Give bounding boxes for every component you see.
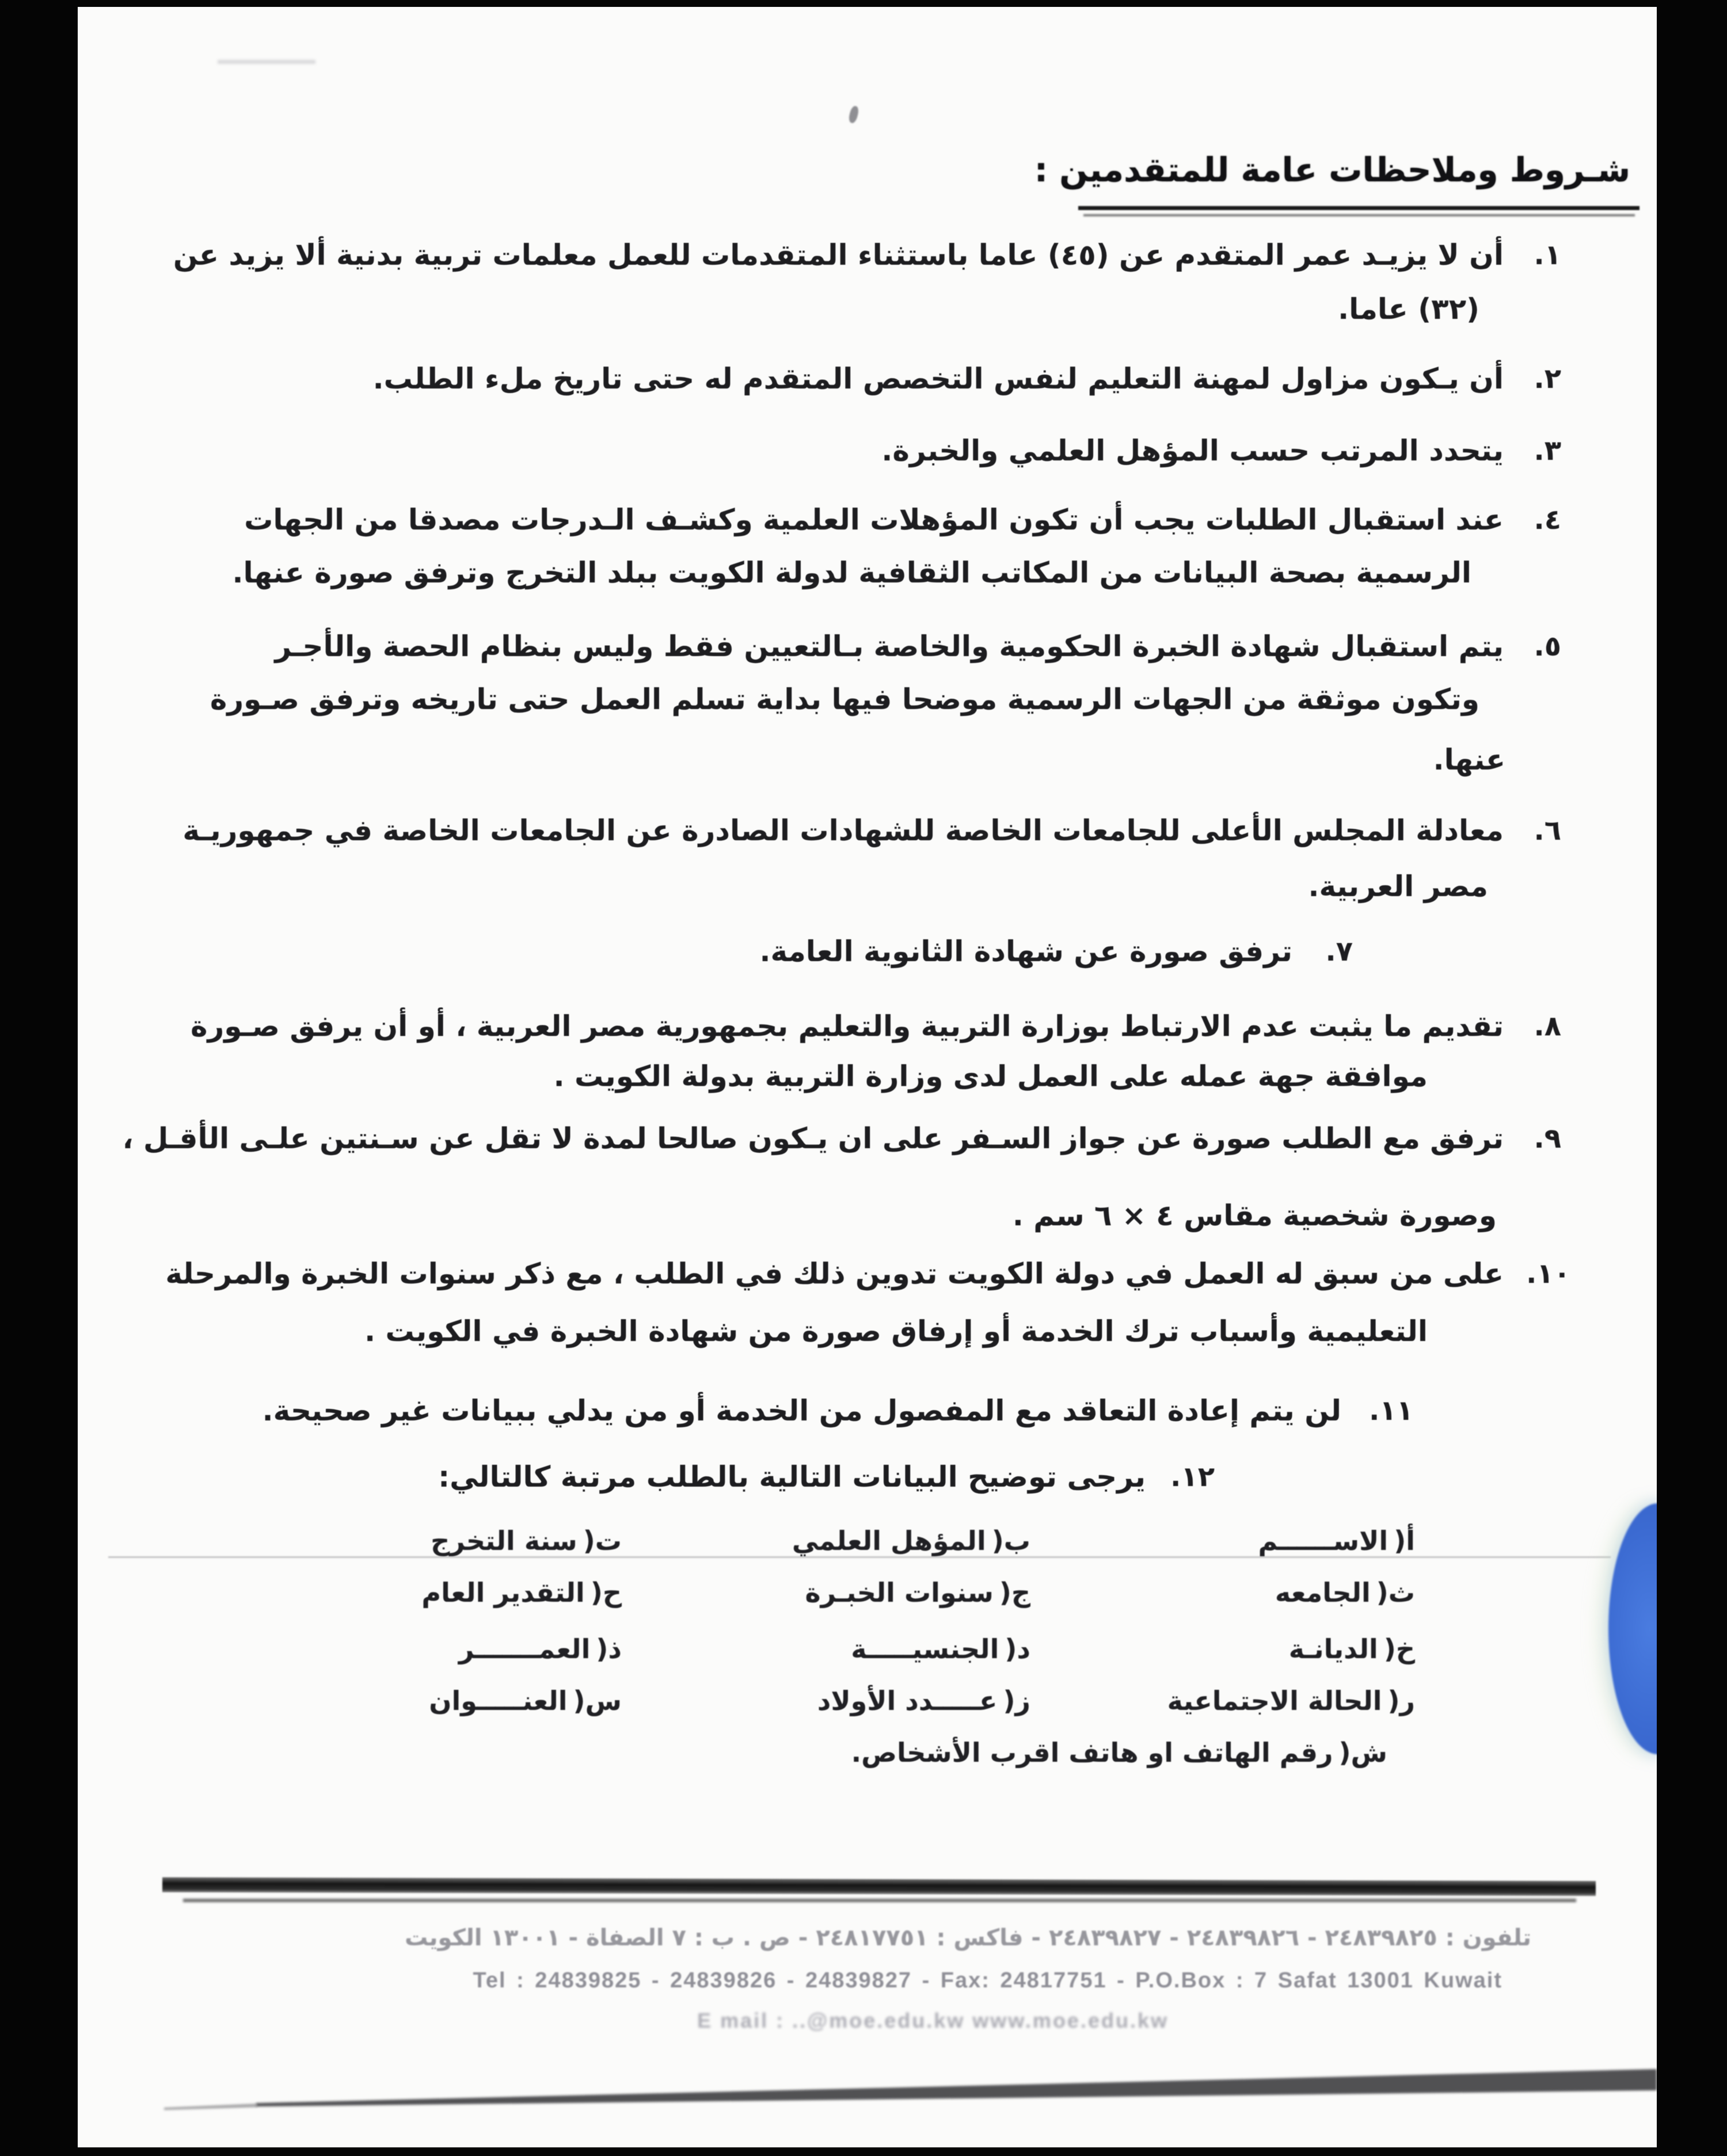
field-label-address: س)العنـــــوان	[429, 1685, 622, 1716]
item-1-line-2: (٣٢) عاما.	[1338, 292, 1479, 326]
item-5-line-2: وتكون موثقة من الجهات الرسمية موضحا فيها بداية تسلم العمل حتى تاريخه وترفق صـورة	[210, 683, 1479, 716]
footer-contact-english: Tel : 24839825 - 24839826 - 24839827 - Fax: 24817751 - P.O.Box : 7 Safat 13001 Kuwait	[473, 1968, 1502, 1993]
item-9-number: ٩.	[1534, 1122, 1561, 1155]
item-6-line-2: مصر العربية.	[1308, 870, 1488, 903]
item-11-number: ١١.	[1369, 1395, 1413, 1427]
field-label-religion: خ)الديانـة	[1288, 1633, 1415, 1664]
item-7-line-1: ترفق صورة عن شهادة الثانوية العامة.	[759, 935, 1292, 968]
item-6-line-1: معادلة المجلس الأعلى للجامعات الخاصة للشهادات الصادرة عن الجامعات الخاصة في جمهوريـة	[182, 814, 1504, 847]
item-10-number: ١٠.	[1526, 1258, 1570, 1290]
item-9-line-2: وصورة شخصية مقاس ٤ × ٦ سم .	[1012, 1199, 1497, 1232]
footer-contact-arabic: تلفون : ٢٤٨٣٩٨٢٥ - ٢٤٨٣٩٨٢٦ - ٢٤٨٣٩٨٢٧ - فاكس : ٢٤٨١٧٧٥١ - ص . ب : ٧ الصفاة - ١٣٠٠١ الكويت	[405, 1925, 1531, 1951]
scan-wedge-tail	[164, 2104, 257, 2110]
field-label-university: ث)الجامعه	[1275, 1577, 1415, 1608]
field-label-marital-status: ر)الحالة الاجتماعية	[1167, 1685, 1415, 1716]
item-3-line-1: يتحدد المرتب حسب المؤهل العلمي والخبرة.	[881, 434, 1504, 467]
field-label-general-grade: ح)التقدير العام	[421, 1577, 622, 1608]
item-8-number: ٨.	[1534, 1010, 1561, 1042]
field-label-name: أ)الاســــــم	[1258, 1525, 1415, 1556]
field-label-nationality: د)الجنسيـــــة	[851, 1633, 1030, 1664]
document-page	[78, 7, 1657, 2147]
item-2-number: ٢.	[1534, 363, 1561, 395]
field-label-qualification: ب)المؤهل العلمي	[792, 1525, 1030, 1556]
page-title: شـروط وملاحظات عامة للمتقدمين :	[1034, 150, 1630, 189]
item-11-line-1: لن يتم إعادة التعاقد مع المفصول من الخدمة أو من يدلي ببيانات غير صحيحة.	[262, 1394, 1341, 1427]
item-10-line-2: التعليمية وأسباب ترك الخدمة أو إرفاق صورة من شهادة الخبرة في الكويت .	[364, 1315, 1428, 1348]
item-8-line-1: تقديم ما يثبت عدم الارتباط بوزارة التربية والتعليم بجمهورية مصر العربية ، أو أن يرفق صـورة	[190, 1010, 1504, 1043]
item-4-number: ٤.	[1534, 504, 1561, 536]
field-label-experience-years: ج)سنوات الخبـرة	[805, 1577, 1030, 1608]
scan-wedge-artifact	[256, 2069, 1657, 2107]
item-5-number: ٥.	[1534, 630, 1561, 662]
item-5-line-1: يتم استقبال شهادة الخبرة الحكومية والخاصة بـالتعيين فقط وليس بنظام الحصة والأجـر	[275, 630, 1504, 663]
field-label-age: ذ)العمـــــــر	[458, 1633, 622, 1664]
footer-email: E mail : ..@moe.edu.kw www.moe.edu.kw	[697, 2009, 1169, 2032]
scan-smudge	[218, 60, 315, 64]
item-2-line-1: أن يـكون مزاول لمهنة التعليم لنفس التخصص المتقدم له حتى تاريخ ملء الطلب.	[372, 362, 1504, 395]
item-7-number: ٧.	[1325, 935, 1353, 967]
field-label-graduation-year: ت)سنة التخرج	[431, 1525, 622, 1556]
item-12-line-1: يرجى توضيح البيانات التالية بالطلب مرتبة كالتالي:	[438, 1460, 1146, 1494]
item-1-line-1: أن لا يزيـد عمر المتقدم عن (٤٥) عاما باستثناء المتقدمات للعمل معلمات تربية بدنية ألا يزيد عن	[173, 238, 1504, 272]
item-1-number: ١.	[1534, 239, 1561, 271]
scan-artifacts-layer	[78, 7, 1657, 2147]
field-label-children-count: ز)عـــــدد الأولاد	[817, 1685, 1030, 1716]
item-4-line-2: الرسمية بصحة البيانات من المكاتب الثقافية لدولة الكويت ببلد التخرج وترفق صورة عنها.	[232, 556, 1471, 589]
item-5-line-3: عنها.	[1433, 743, 1505, 776]
item-6-number: ٦.	[1534, 814, 1561, 847]
item-9-line-1: ترفق مع الطلب صورة عن جواز السـفر على ان يـكون صالحا لمدة لا تقل عن سـنتين علـى الأقـل ،	[122, 1122, 1504, 1155]
field-label-phone: ش)رقم الهاتف او هاتف اقرب الأشخاص.	[851, 1737, 1387, 1768]
item-10-line-1: على من سبق له العمل في دولة الكويت تدوين ذلك في الطلب ، مع ذكر سنوات الخبرة والمرحلة	[165, 1257, 1504, 1290]
item-4-line-1: عند استقبال الطلبات يجب أن تكون المؤهلات العلمية وكشـف الـدرجات مصدقا من الجهات	[244, 503, 1504, 536]
item-8-line-2: موافقة جهة عمله على العمل لدى وزارة التربية بدولة الكويت .	[553, 1060, 1428, 1093]
item-3-number: ٣.	[1534, 435, 1561, 467]
item-12-number: ١٢.	[1170, 1461, 1215, 1493]
